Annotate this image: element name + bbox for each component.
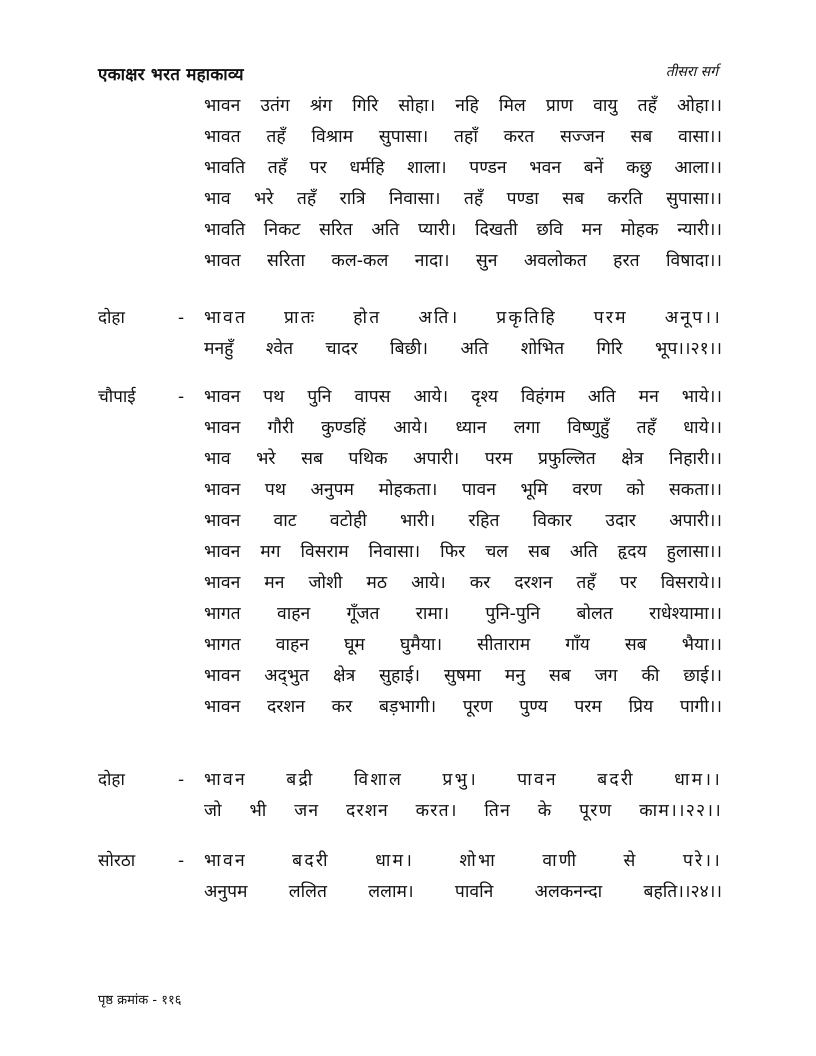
verse-lines (204, 91, 722, 277)
verse-line: भावन मग विसराम निवासा। फिर चल सब अति हृदय हुलासा।। (204, 542, 722, 562)
verse-line: मनहुँ श्वेत चादर बिछी। अति शोभित गिरि भूप।।२१।। (204, 339, 722, 359)
verse-type-label: दोहा (98, 308, 125, 328)
chapter-title: तीसरा सर्ग (665, 64, 718, 80)
book-title: एकाक्षर भरत महाकाव्य (98, 65, 244, 85)
verse-line: जो भी जन दरशन करत। तिन के पूरण काम।।२२।। (204, 801, 722, 821)
verse-line: भावत तहँ विश्राम सुपासा। तहाँ करत सज्जन सब वासा।। (204, 127, 722, 147)
verse-line: भाव भरे सब पथिक अपारी। परम प्रफुल्लित क्षेत्र निहारी।। (204, 449, 722, 469)
verse-line: भावति तहँ पर धर्महि शाला। पण्डन भवन बनें कछु आला।। (204, 158, 722, 178)
verse-line: भावत प्रातः होत अति। प्रकृतिहि परम अनूप।। (204, 308, 722, 328)
verse-line: भावन दरशन कर बड़भागी। पूरण पुण्य परम प्रिय पागी।। (204, 697, 722, 717)
verse-line: भावन अद्‌भुत क्षेत्र सुहाई। सुषमा मनु सब जग की छाई।। (204, 666, 722, 686)
verse-line: भागत वाहन घूम घुमैया। सीताराम गाँय सब भैया।। (204, 635, 722, 655)
verse-line: भावन वाट वटोही भारी। रहित विकार उदार अपारी।। (204, 511, 722, 531)
page-number: पृष्ठ क्रमांक - ११६ (98, 993, 182, 1008)
verse-line: भावन पथ पुनि वापस आये। दृश्य विहंगम अति मन भाये।। (204, 387, 722, 407)
verse-line: भावति निकट सरित अति प्यारी। दिखती छवि मन मोहक न्यारी।। (204, 220, 722, 240)
label-dash: - (178, 770, 185, 790)
verse-type-label: सोरठा (98, 851, 136, 871)
verse-line: भावन उतंग श्रंग गिरि सोहा। नहि मिल प्राण वायु तहँ ओहा।। (204, 96, 722, 116)
verse-line: भावन गौरी कुण्डहिं आये। ध्यान लगा विष्णुहुँ तहँ धाये।। (204, 418, 722, 438)
verse-line: भावन बदरी धाम। शोभा वाणी से परे।। (204, 851, 722, 871)
verse-type-label: दोहा (98, 770, 125, 790)
verse-line: भावत सरिता कल-कल नादा। सुन अवलोकत हरत विषादा।। (204, 251, 722, 271)
verse-line: भागत वाहन गूँजत रामा। पुनि-पुनि बोलत राधेश्यामा।। (204, 604, 722, 624)
verse-line: भावन मन जोशी मठ आये। कर दरशन तहँ पर विसराये।। (204, 573, 722, 593)
verse-lines (204, 303, 722, 365)
verse-line: भावन बद्री विशाल प्रभु। पावन बदरी धाम।। (204, 770, 722, 790)
verse-lines (204, 765, 722, 827)
verse-line: भाव भरे तहँ रात्रि निवासा। तहँ पण्डा सब करति सुपासा।। (204, 189, 722, 209)
verse-line: भावन पथ अनुपम मोहकता। पावन भूमि वरण को सकता।। (204, 480, 722, 500)
verse-type-label: चौपाई (98, 387, 136, 407)
label-dash: - (178, 851, 185, 871)
verse-lines (204, 382, 722, 723)
label-dash: - (178, 308, 185, 328)
label-dash: - (178, 387, 185, 407)
verse-lines (204, 846, 722, 908)
verse-line: अनुपम ललित ललाम। पावनि अलकनन्दा बहति।।२४।। (204, 882, 722, 902)
